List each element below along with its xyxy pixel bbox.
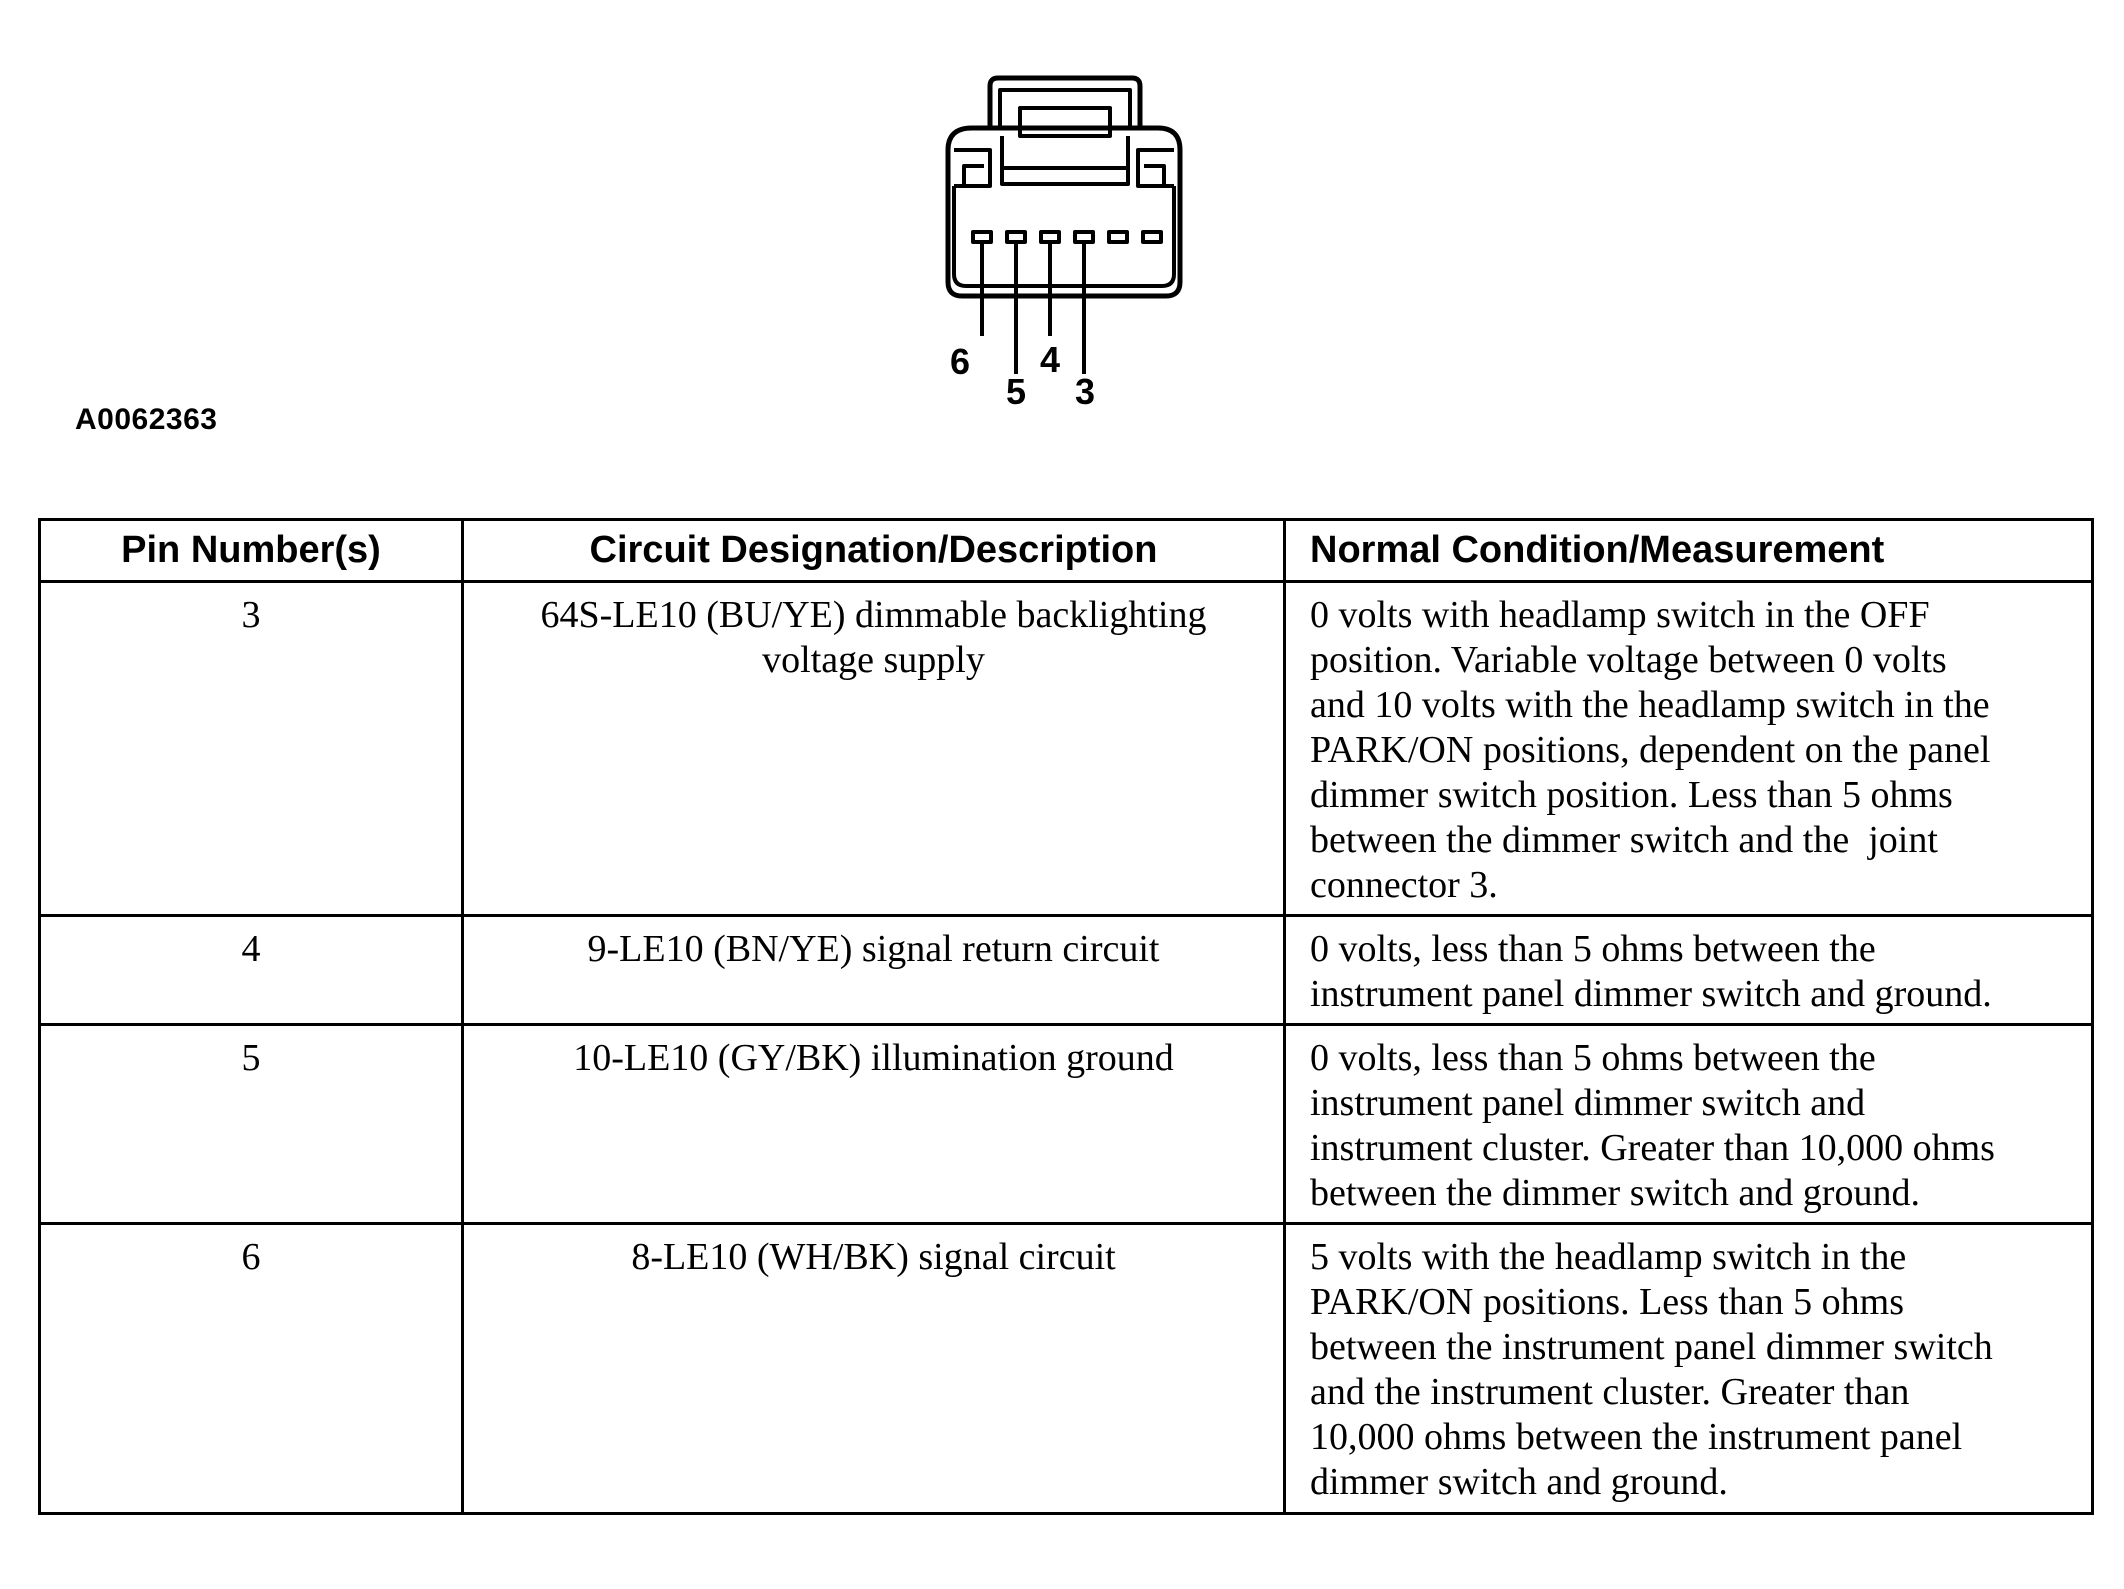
pin-cavity-1 [1143,232,1161,242]
cell-circuit-description [463,582,1285,916]
measurement-text-line: between the dimmer switch and ground. [1310,1172,1920,1214]
pin-cavity-2 [1109,232,1127,242]
measurement-text-line: PARK/ON positions. Less than 5 ohms [1310,1281,1904,1323]
circuit-text-line: 8-LE10 (WH/BK) signal circuit [631,1236,1116,1278]
circuit-text-line: 64S-LE10 (BU/YE) dimmable backlighting [540,594,1207,636]
cell-normal-condition [1285,916,2093,1025]
table-body [40,582,2093,1514]
cell-pin-number: 5 [40,1025,463,1224]
measurement-text-line: instrument panel dimmer switch and ground. [1310,973,1992,1015]
cell-circuit-description [463,1025,1285,1224]
cell-pin-number: 3 [40,582,463,916]
measurement-text-line: connector 3. [1310,864,1498,906]
pin-label-5: 5 [1005,371,1027,412]
measurement-text-line: 0 volts, less than 5 ohms between the [1310,1037,1876,1079]
pin-label-6: 6 [949,341,971,382]
pin-table [38,518,2094,1515]
measurement-text-line: between the dimmer switch and the joint [1310,819,1938,861]
circuit-text-line: 9-LE10 (BN/YE) signal return circuit [587,928,1160,970]
measurement-text-line: PARK/ON positions, dependent on the panel [1310,729,1991,771]
table-row [40,1224,2093,1514]
measurement-text-line: between the instrument panel dimmer switch [1310,1326,1993,1368]
pin-label-3: 3 [1074,371,1096,412]
header-normal-condition: Normal Condition/Measurement [1285,520,2093,582]
figure-id: A0062363 [75,403,218,436]
connector-face-diagram [940,74,1200,414]
cell-pin-number: 6 [40,1224,463,1514]
cell-circuit-description [463,916,1285,1025]
measurement-text-line: dimmer switch position. Less than 5 ohms [1310,774,1953,816]
pin-label-4: 4 [1039,339,1061,380]
measurement-text-line: instrument panel dimmer switch and [1310,1082,1866,1124]
measurement-text-line: 0 volts with headlamp switch in the OFF [1310,594,1930,636]
measurement-text-line: dimmer switch and ground. [1310,1461,1728,1503]
pin-cavity-3 [1075,232,1093,242]
table-row [40,1025,2093,1224]
table-row [40,582,2093,916]
measurement-text-line: position. Variable voltage between 0 volts [1310,639,1947,681]
circuit-text-line: voltage supply [762,639,985,681]
pin-cavity-6 [973,232,991,242]
header-circuit-description: Circuit Designation/Description [463,520,1285,582]
measurement-text-line: 5 volts with the headlamp switch in the [1310,1236,1907,1278]
cell-normal-condition [1285,582,2093,916]
cell-circuit-description [463,1224,1285,1514]
measurement-text-line: 10,000 ohms between the instrument panel [1310,1416,1963,1458]
connector-latch [990,78,1140,128]
header-pin-numbers: Pin Number(s) [40,520,463,582]
cell-pin-number: 4 [40,916,463,1025]
measurement-text-line: instrument cluster. Greater than 10,000 ohms [1310,1127,1995,1169]
table-row [40,916,2093,1025]
table-header-row [40,520,2093,582]
circuit-text-line: 10-LE10 (GY/BK) illumination ground [573,1037,1174,1079]
pin-cavity-4 [1041,232,1059,242]
measurement-text-line: and 10 volts with the headlamp switch in the [1310,684,1990,726]
cell-normal-condition [1285,1224,2093,1514]
cell-normal-condition [1285,1025,2093,1224]
measurement-text-line: 0 volts, less than 5 ohms between the [1310,928,1876,970]
measurement-text-line: and the instrument cluster. Greater than [1310,1371,1910,1413]
pin-cavity-5 [1007,232,1025,242]
